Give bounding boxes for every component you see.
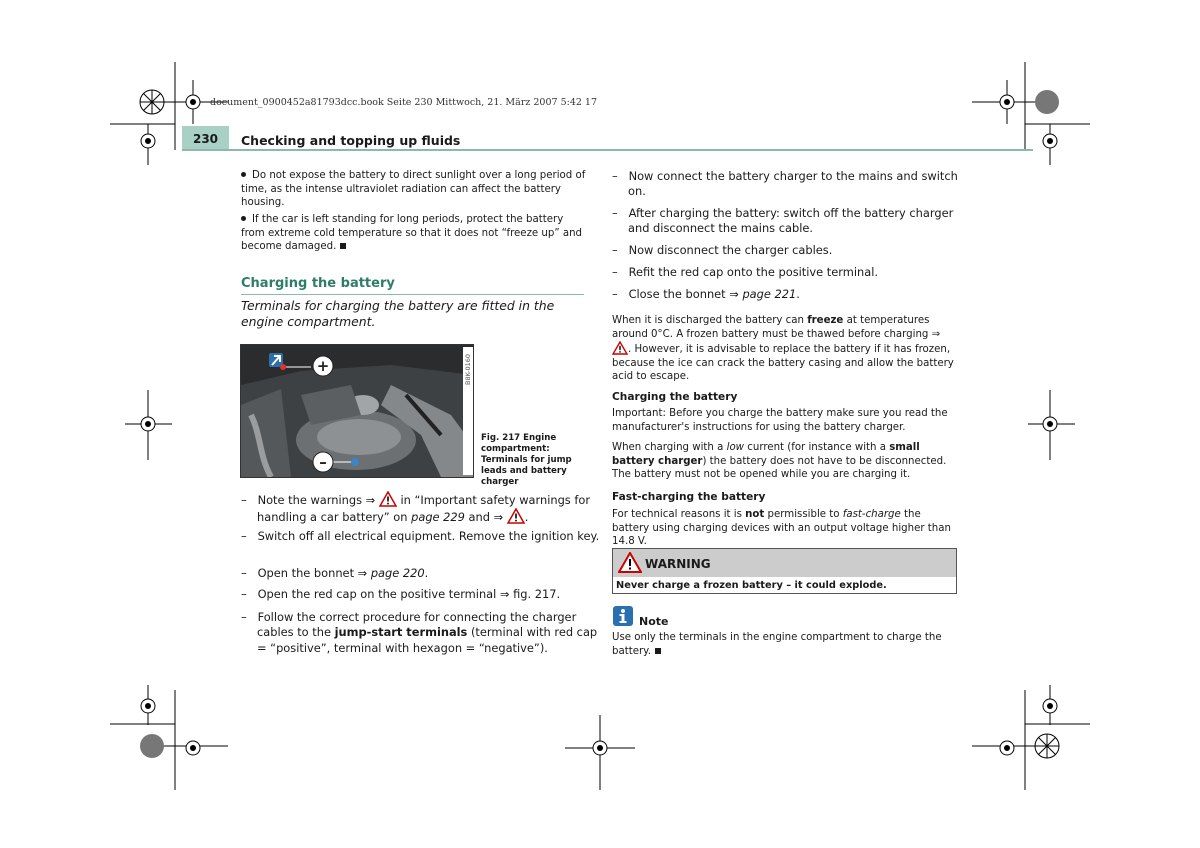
paragraph-italic-text: fast-charge bbox=[842, 509, 901, 520]
step-item: – Switch off all electrical equipment. Remove the ignition key. bbox=[241, 529, 600, 543]
bullet-item bbox=[241, 213, 586, 254]
step-text: and ⇒ bbox=[468, 510, 504, 525]
bullet-dot bbox=[241, 172, 246, 177]
page-link[interactable]: page 220 bbox=[370, 566, 425, 580]
end-square-icon bbox=[340, 243, 346, 249]
page-link[interactable]: page 221 bbox=[742, 287, 797, 301]
step-item: – Note the warnings ⇒ in “Important safety warnings for handling a car battery” on page 229 and ⇒ . bbox=[241, 493, 591, 525]
step-text: Now connect the battery charger to the mains and switch on. bbox=[628, 169, 958, 199]
section-intro: Terminals for charging the battery are fitted in the engine compartment. bbox=[241, 298, 555, 329]
step-text: . bbox=[424, 566, 429, 580]
step-item: – Open the red cap on the positive terminal ⇒ fig. 217. bbox=[241, 587, 561, 601]
page-number: 230 bbox=[182, 126, 229, 150]
figure-caption: Fig. 217 Engine compartment: Terminals for jump leads and battery charger bbox=[481, 433, 572, 487]
paragraph-text: the battery using charging devices with an output voltage higher than 14.8 V. bbox=[612, 509, 951, 548]
paragraph-bold-text: small battery charger bbox=[612, 442, 920, 467]
warning-triangle-icon[interactable] bbox=[507, 508, 525, 524]
paragraph bbox=[612, 508, 957, 549]
step-bold-text: jump-start terminals bbox=[334, 625, 468, 640]
end-square-icon bbox=[655, 648, 661, 654]
engine-illustration bbox=[241, 345, 473, 477]
warning-triangle-icon[interactable] bbox=[379, 491, 397, 507]
paragraph-bold-text: not bbox=[745, 509, 765, 520]
warning-text: Never charge a frozen battery – it could explode. bbox=[616, 580, 887, 591]
paragraph-text: ) the battery does not have to be disconnected. The battery must not be opened while you are charging it. bbox=[612, 455, 947, 481]
step-text: After charging the battery: switch off the battery charger and disconnect the mains cable. bbox=[628, 206, 954, 236]
paragraph-text: current (for instance with a bbox=[747, 442, 886, 453]
step-text: Now disconnect the charger cables. bbox=[628, 243, 833, 257]
step-text: Switch off all electrical equipment. Remove the ignition key. bbox=[257, 529, 600, 543]
note-paragraph bbox=[612, 631, 957, 658]
paragraph-text: When charging with a bbox=[612, 442, 724, 453]
section-title: Charging the battery bbox=[241, 276, 584, 295]
step-text: Close the bonnet ⇒ bbox=[628, 287, 739, 301]
step-text: in “Important safety warnings for handling a car battery” on bbox=[257, 493, 591, 525]
note-label: Note bbox=[639, 615, 669, 628]
step-text: Open the bonnet ⇒ bbox=[257, 566, 368, 580]
paragraph-italic-text: low bbox=[726, 442, 745, 453]
warning-triangle-icon[interactable] bbox=[612, 341, 628, 355]
page-link[interactable]: page 229 bbox=[411, 510, 465, 525]
step-item: – After charging the battery: switch off the battery charger and disconnect the mains cable. bbox=[612, 206, 954, 236]
step-item: – Now disconnect the charger cables. bbox=[612, 243, 833, 257]
bullet-dot bbox=[241, 216, 246, 221]
header-rule bbox=[182, 149, 1033, 151]
step-text: Open the red cap on the positive terminal ⇒ fig. 217. bbox=[257, 587, 561, 601]
warning-label: WARNING bbox=[645, 557, 711, 571]
step-item: – Refit the red cap onto the positive terminal. bbox=[612, 265, 878, 279]
bullet-text: If the car is left standing for long periods, protect the battery from extreme cold temperature so that it does not “freeze up” and become damaged. bbox=[241, 214, 583, 253]
step-text: Refit the red cap onto the positive terminal. bbox=[628, 265, 878, 279]
step-item: – Close the bonnet ⇒ page 221. bbox=[612, 287, 800, 301]
step-text: . bbox=[524, 510, 529, 525]
warning-triangle-icon bbox=[618, 552, 642, 573]
step-text: Note the warnings ⇒ bbox=[257, 493, 376, 507]
paragraph-text: . However, it is advisable to replace the battery if it has frozen, because the ice can crack the battery casing and allow the battery acid to escape. bbox=[612, 344, 954, 383]
step-text: (terminal with red cap = “positive”, terminal with hexagon = “negative”). bbox=[257, 625, 598, 655]
paragraph-bold-text: freeze bbox=[807, 315, 844, 326]
warning-box bbox=[612, 548, 957, 594]
engine-figure bbox=[240, 344, 474, 478]
svg-text:+: + bbox=[316, 357, 330, 375]
step-item: – Now connect the battery charger to the mains and switch on. bbox=[612, 169, 958, 199]
bullet-item bbox=[241, 169, 586, 210]
note-text: Use only the terminals in the engine compartment to charge the battery. bbox=[612, 632, 942, 657]
paragraph-text: permissible to bbox=[767, 509, 840, 520]
bullet-text: Do not expose the battery to direct sunlight over a long period of time, as the intense ultraviolet radiation can affect the battery housing. bbox=[241, 170, 586, 209]
step-text: . bbox=[796, 287, 800, 301]
figure-code: B8K-0160 bbox=[464, 353, 472, 385]
step-item: – Open the bonnet ⇒ page 220. bbox=[241, 566, 429, 580]
print-line: document_0900452a81793dcc.book Seite 230 Mittwoch, 21. März 2007 5:42 17 bbox=[210, 97, 598, 108]
subheading: Charging the battery bbox=[612, 391, 738, 403]
svg-text:–: – bbox=[319, 453, 327, 471]
paragraph-text: When it is discharged the battery can bbox=[612, 315, 804, 326]
paragraph-text: at temperatures around 0°C. A frozen battery must be thawed before charging ⇒ bbox=[612, 315, 941, 340]
paragraph bbox=[612, 441, 957, 482]
paragraph-text: For technical reasons it is bbox=[612, 509, 742, 520]
subheading: Fast-charging the battery bbox=[612, 491, 766, 503]
freeze-paragraph bbox=[612, 314, 957, 384]
step-text: Follow the correct procedure for connecting the charger cables to the bbox=[257, 610, 577, 640]
paragraph: Important: Before you charge the battery make sure you read the manufacturer's instructions for using the battery charger. bbox=[612, 408, 948, 433]
chapter-title: Checking and topping up fluids bbox=[241, 133, 461, 148]
step-item: – Follow the correct procedure for connecting the charger cables to the jump-start terminals (terminal with red cap = “positive”, terminal with hexagon = “negative”). bbox=[241, 610, 598, 655]
warning-header bbox=[613, 549, 956, 577]
info-note-icon bbox=[613, 606, 633, 626]
